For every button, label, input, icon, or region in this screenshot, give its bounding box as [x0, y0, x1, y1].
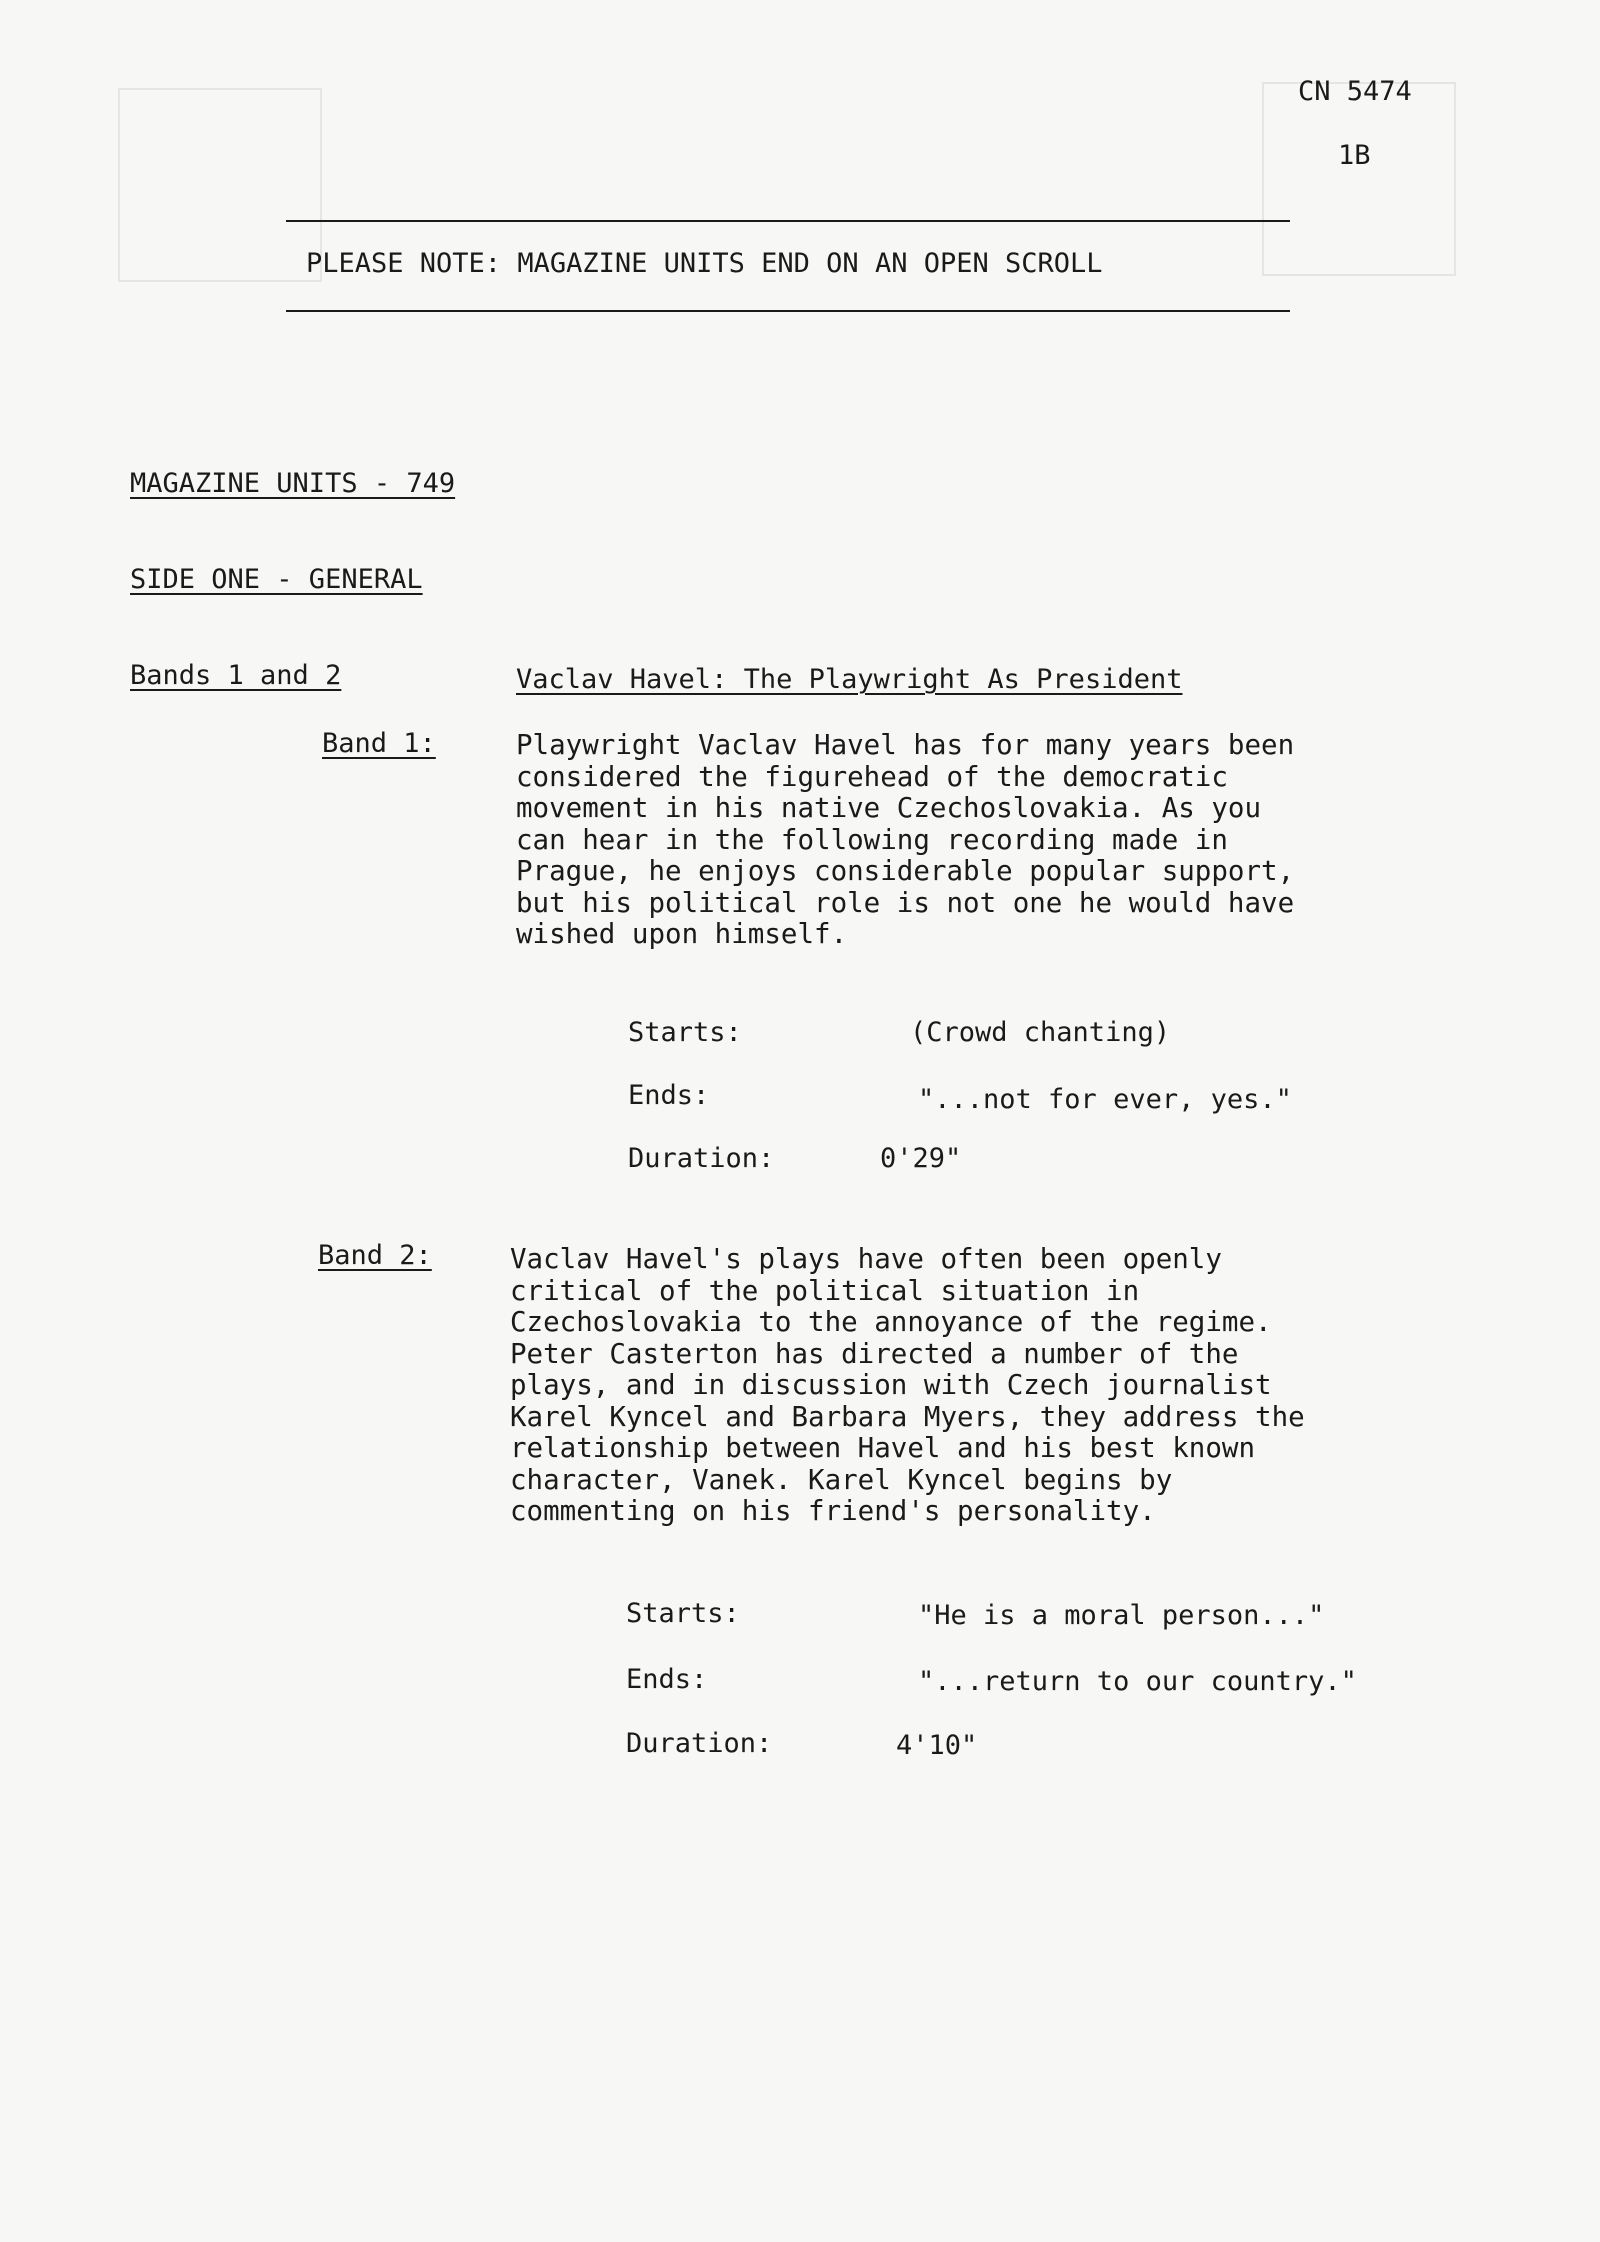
band-1-description: Playwright Vaclav Havel has for many years been considered the figurehead of the democratic movement in his native Czechoslovakia. As you can hear in the following recording made in Prague, he enjoys considerable popular support, but his political role is not one he would have wished upon himself. — [516, 729, 1295, 950]
document-code: CN 5474 — [1298, 76, 1412, 107]
band-2-description: Vaclav Havel's plays have often been openly critical of the political situation in Czechoslovakia to the annoyance of the regime. Peter Casterton has directed a number of the plays, and in discussion with Czech journalist Karel Kyncel and Barbara Myers, they address the relationship between Havel and his best known character, Vanek. Karel Kyncel begins by commenting on his friend's personality. — [510, 1243, 1305, 1527]
band-1-starts-label: Starts: — [628, 1017, 742, 1048]
item-title: Vaclav Havel: The Playwright As President — [516, 664, 1183, 695]
band-2-starts-value: "He is a moral person..." — [918, 1600, 1325, 1631]
band-1-ends-value: "...not for ever, yes." — [918, 1084, 1292, 1115]
band-2-starts-label: Starts: — [626, 1598, 740, 1629]
band-1-ends-label: Ends: — [628, 1080, 710, 1111]
band-2-duration-value: 4'10" — [896, 1730, 978, 1761]
band-1-label: Band 1: — [322, 728, 436, 759]
side-title: SIDE ONE - GENERAL — [130, 564, 423, 595]
band-2-duration-label: Duration: — [626, 1728, 773, 1759]
note-rule-top — [286, 220, 1290, 222]
band-2-label: Band 2: — [318, 1240, 432, 1271]
show-through-stamp — [1262, 82, 1456, 276]
please-note: PLEASE NOTE: MAGAZINE UNITS END ON AN OPEN SCROLL — [306, 248, 1103, 279]
band-1-duration-label: Duration: — [628, 1143, 775, 1174]
band-1-duration-value: 0'29" — [880, 1143, 962, 1174]
band-1-starts-value: (Crowd chanting) — [910, 1017, 1171, 1048]
band-2-ends-value: "...return to our country." — [918, 1666, 1357, 1697]
magazine-title: MAGAZINE UNITS - 749 — [130, 468, 456, 499]
show-through-box — [118, 88, 322, 282]
bands-label: Bands 1 and 2 — [130, 660, 342, 691]
side-marker: 1B — [1338, 140, 1371, 171]
band-2-ends-label: Ends: — [626, 1664, 708, 1695]
note-rule-bottom — [286, 310, 1290, 312]
